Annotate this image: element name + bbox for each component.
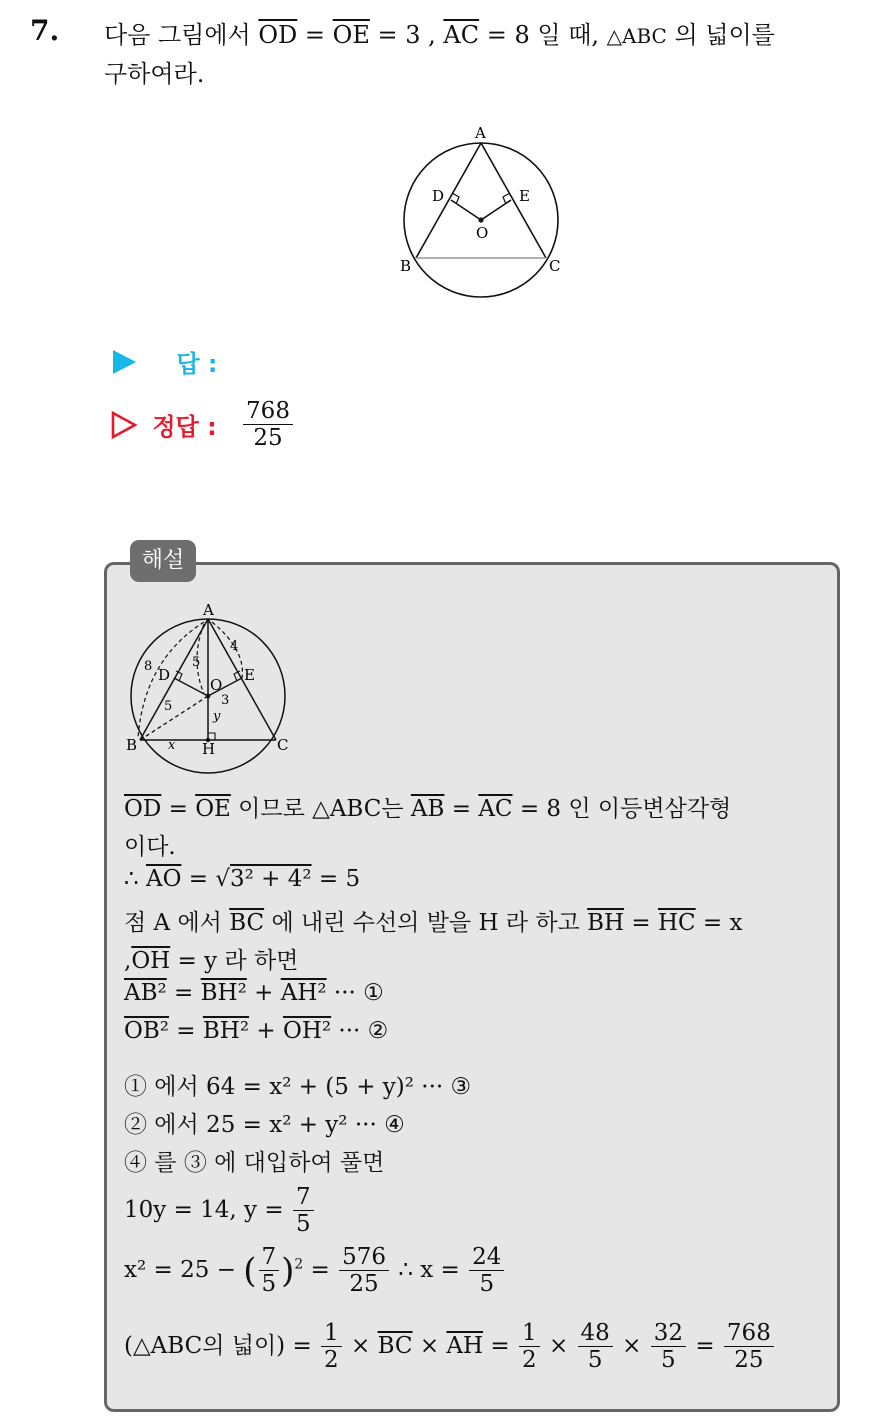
sol-label-x: x bbox=[168, 738, 176, 753]
side-ac bbox=[481, 143, 546, 258]
sol-label-b: B bbox=[126, 736, 138, 754]
sol-label-4: 4 bbox=[230, 639, 239, 654]
solution-tag: 해설 bbox=[130, 540, 196, 582]
sol-line-11: 10y = 14, y = $\frac{7}{5}$ bbox=[124, 1184, 316, 1238]
sol-label-d: D bbox=[158, 666, 171, 684]
sol-line-7: OB² = BH² + OH² ··· ② bbox=[124, 1018, 389, 1044]
answer-label: 답 : bbox=[176, 350, 218, 378]
sol-line-8: ① 에서 64 = x² + (5 + y)² ··· ③ bbox=[124, 1074, 472, 1100]
question-number: 7. bbox=[30, 14, 60, 47]
side-ab bbox=[416, 143, 481, 258]
outline-arrow-icon bbox=[110, 410, 138, 440]
correct-answer-label: 정답 : bbox=[152, 413, 217, 442]
label-b: B bbox=[400, 257, 412, 275]
sol-segment-ob bbox=[140, 696, 208, 740]
correct-answer-row bbox=[110, 398, 295, 452]
sol-line-1: $\overline{OD} = \overline{OE}$ 이므로 △ABC는 $\overline{AB} = \overline{AC} = 8$ 인 이등변삼각형 bbox=[124, 796, 732, 822]
sol-line-3: ∴ $\overline{AO} = √3^2 + 4^2 = 5$ bbox=[124, 866, 361, 892]
segment-ac: $\overline{AC}$ bbox=[443, 21, 480, 49]
sol-label-h: H bbox=[202, 740, 216, 758]
sol-point-o bbox=[206, 694, 211, 699]
label-c: C bbox=[549, 257, 561, 275]
answer-row bbox=[110, 344, 218, 378]
sol-label-c: C bbox=[277, 736, 289, 754]
segment-oe: $\overline{OE}$ bbox=[332, 21, 370, 49]
sol-label-5-mid: 5 bbox=[164, 699, 173, 714]
sol-line-12: x² = 25 − ( $\frac{7}{5}$ )$^2$ = $\frac{576}{25}$ ∴ x = $\frac{24}{5}$ bbox=[124, 1244, 506, 1298]
segment-od: $\overline{OD}$ bbox=[258, 21, 298, 49]
sol-side-ab bbox=[140, 619, 208, 740]
problem-figure bbox=[396, 120, 568, 302]
sol-label-8: 8 bbox=[144, 659, 153, 674]
sol-label-3: 3 bbox=[221, 693, 230, 708]
sol-label-e: E bbox=[244, 666, 255, 684]
sol-line-6: AB² = BH² + AH² ··· ① bbox=[124, 980, 384, 1006]
sol-line-10: ④ 를 ③ 에 대입하여 풀면 bbox=[124, 1150, 385, 1176]
sol-line-2: 이다. bbox=[124, 834, 176, 860]
play-arrow-icon bbox=[110, 347, 138, 377]
segment-od-line bbox=[451, 200, 481, 220]
sol-label-y: y bbox=[213, 709, 221, 724]
label-a: A bbox=[475, 124, 486, 142]
label-d: D bbox=[432, 187, 445, 205]
sol-label-a: A bbox=[203, 601, 214, 619]
label-o: O bbox=[476, 224, 489, 242]
sol-line-13: (△ABC의 넓이) = $\frac{1}{2}$ × $\overline{BC} \times \overline{AH}$ = $\frac{1}{2}$ × $\frac{48}{5}$ × $\frac{32}{5}$ = $\frac{768}{25}$ bbox=[124, 1320, 776, 1374]
question-text: 다음 그림에서 $\overline{OD} = \overline{OE} = 3$ , $\overline{AC} = 8$ 일 때, △ABC 의 넓이를 구하여라. bbox=[104, 21, 775, 88]
sol-line-4: 점 A 에서 $\overline{BC}$ 에 내린 수선의 발을 H 라 하고 $\overline{BH} = \overline{HC} = x$ bbox=[124, 910, 743, 936]
label-e: E bbox=[519, 187, 530, 205]
segment-oe-line bbox=[481, 200, 511, 220]
solution-figure bbox=[124, 600, 290, 778]
correct-answer-value: $\frac{768}{25}$ bbox=[243, 398, 293, 452]
point-o bbox=[478, 217, 483, 222]
sol-line-9: ② 에서 25 = x² + y² ··· ④ bbox=[124, 1112, 405, 1138]
sol-label-o: O bbox=[210, 676, 223, 694]
sol-line-5: $,\overline{OH} = y$ 라 하면 bbox=[124, 948, 299, 974]
sol-label-5-top: 5 bbox=[192, 655, 201, 670]
